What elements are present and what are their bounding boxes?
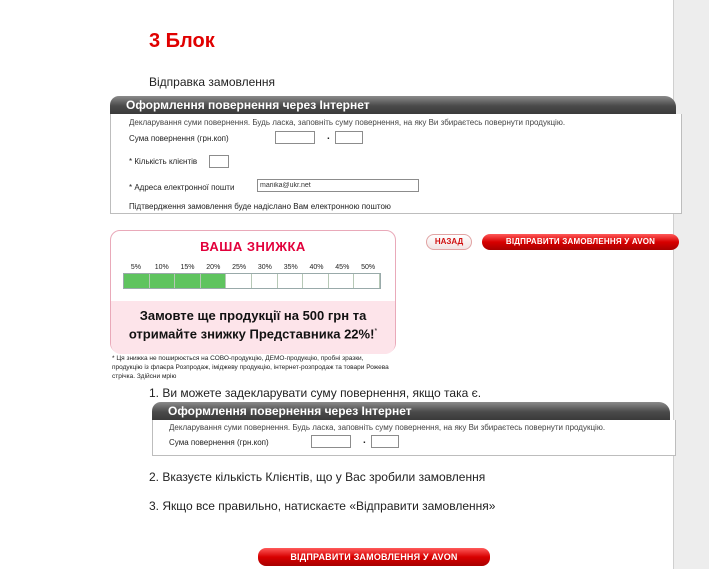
discount-percent-label: 10% bbox=[154, 264, 169, 271]
step-1: 1. Ви можете задекларувати суму повернення, якщо така є. bbox=[149, 386, 482, 400]
promo-line-2 bbox=[111, 324, 395, 342]
form-header: Оформлення повернення через Інтернет bbox=[110, 96, 670, 114]
email-input[interactable] bbox=[257, 179, 419, 192]
discount-bar-segment bbox=[226, 274, 252, 288]
form2-declare-note: Декларування суми повернення. Будь ласка, заповніть суму повернення, на яку Ви збираєтесь повернути продукцію. bbox=[169, 423, 606, 432]
discount-percent-label: 25% bbox=[232, 264, 247, 271]
step-2: 2. Вказуєте кількість Клієнтів, що у Вас зробили замовлення bbox=[149, 470, 486, 484]
discount-bar-segment bbox=[175, 274, 201, 288]
discount-progress-bar bbox=[123, 273, 381, 289]
discount-percent-label: 5% bbox=[130, 264, 141, 271]
form2-sum-kop-input[interactable] bbox=[371, 435, 399, 448]
confirm-note: Підтвердження замовлення буде надіслано Вам електронною поштою bbox=[129, 202, 391, 211]
discount-bar-segment bbox=[303, 274, 329, 288]
discount-title: ВАША ЗНИЖКА bbox=[200, 239, 306, 254]
discount-bar-segment bbox=[124, 274, 150, 288]
discount-percent-label: 15% bbox=[180, 264, 195, 271]
sum-separator: . bbox=[327, 131, 330, 142]
back-button[interactable]: НАЗАД bbox=[426, 234, 472, 250]
block-title: 3 Блок bbox=[149, 30, 215, 52]
discount-box bbox=[110, 230, 396, 353]
side-strip bbox=[673, 0, 709, 569]
discount-bar-segment bbox=[278, 274, 304, 288]
email-label: * Адреса електронної пошти bbox=[129, 183, 235, 192]
discount-bar-segment bbox=[329, 274, 355, 288]
discount-bar-segment bbox=[150, 274, 176, 288]
step-3: 3. Якщо все правильно, натискаєте «Відправити замовлення» bbox=[149, 499, 496, 513]
promo-line-1: Замовте ще продукції на 500 грн та bbox=[139, 308, 367, 323]
form2-sum-separator: . bbox=[363, 435, 366, 446]
discount-bar-segment bbox=[201, 274, 227, 288]
discount-percent-label: 40% bbox=[309, 264, 324, 271]
clients-input[interactable] bbox=[209, 155, 229, 168]
clients-label: * Кількість клієнтів bbox=[129, 157, 198, 166]
subtitle: Відправка замовлення bbox=[149, 75, 276, 89]
discount-footnote: * Ця знижка не поширюється на СОВО-продукцію, ДЕМО-продукцію, пробні зразки, продукцію із флаєра Розпродаж, іміджеву продукцію, інтернет-розпродаж та товари Рожева стрічка. Здійсни мрію bbox=[112, 355, 389, 380]
discount-percent-label: 30% bbox=[257, 264, 272, 271]
sum-label: Сума повернення (грн.коп) bbox=[129, 134, 229, 143]
discount-percent-label: 50% bbox=[361, 264, 376, 271]
form2-sum-hrn-input[interactable] bbox=[311, 435, 351, 448]
send-order-button[interactable]: ВІДПРАВИТИ ЗАМОВЛЕННЯ У AVON bbox=[482, 234, 679, 250]
discount-bar-segment bbox=[252, 274, 278, 288]
declare-note: Декларування суми повернення. Будь ласка, заповніть суму повернення, на яку Ви збираєтесь повернути продукцію. bbox=[129, 118, 566, 127]
discount-bar-segment bbox=[354, 274, 380, 288]
promo-line-2-text: отримайте знижку Представника 22%! bbox=[128, 326, 375, 342]
discount-percent-label: 45% bbox=[335, 264, 350, 271]
promo-mark: * bbox=[374, 328, 378, 335]
discount-percent-label: 20% bbox=[206, 264, 221, 271]
form2-sum-label: Сума повернення (грн.коп) bbox=[169, 438, 269, 447]
form2-body bbox=[152, 420, 676, 456]
discount-promo bbox=[111, 301, 395, 354]
form-body bbox=[110, 114, 682, 214]
sum-kop-input[interactable] bbox=[335, 131, 363, 144]
send-order-button-bottom[interactable]: ВІДПРАВИТИ ЗАМОВЛЕННЯ У AVON bbox=[258, 548, 490, 566]
sum-hrn-input[interactable] bbox=[275, 131, 315, 144]
form2-header: Оформлення повернення через Інтернет bbox=[152, 402, 664, 420]
discount-percent-label: 35% bbox=[283, 264, 298, 271]
